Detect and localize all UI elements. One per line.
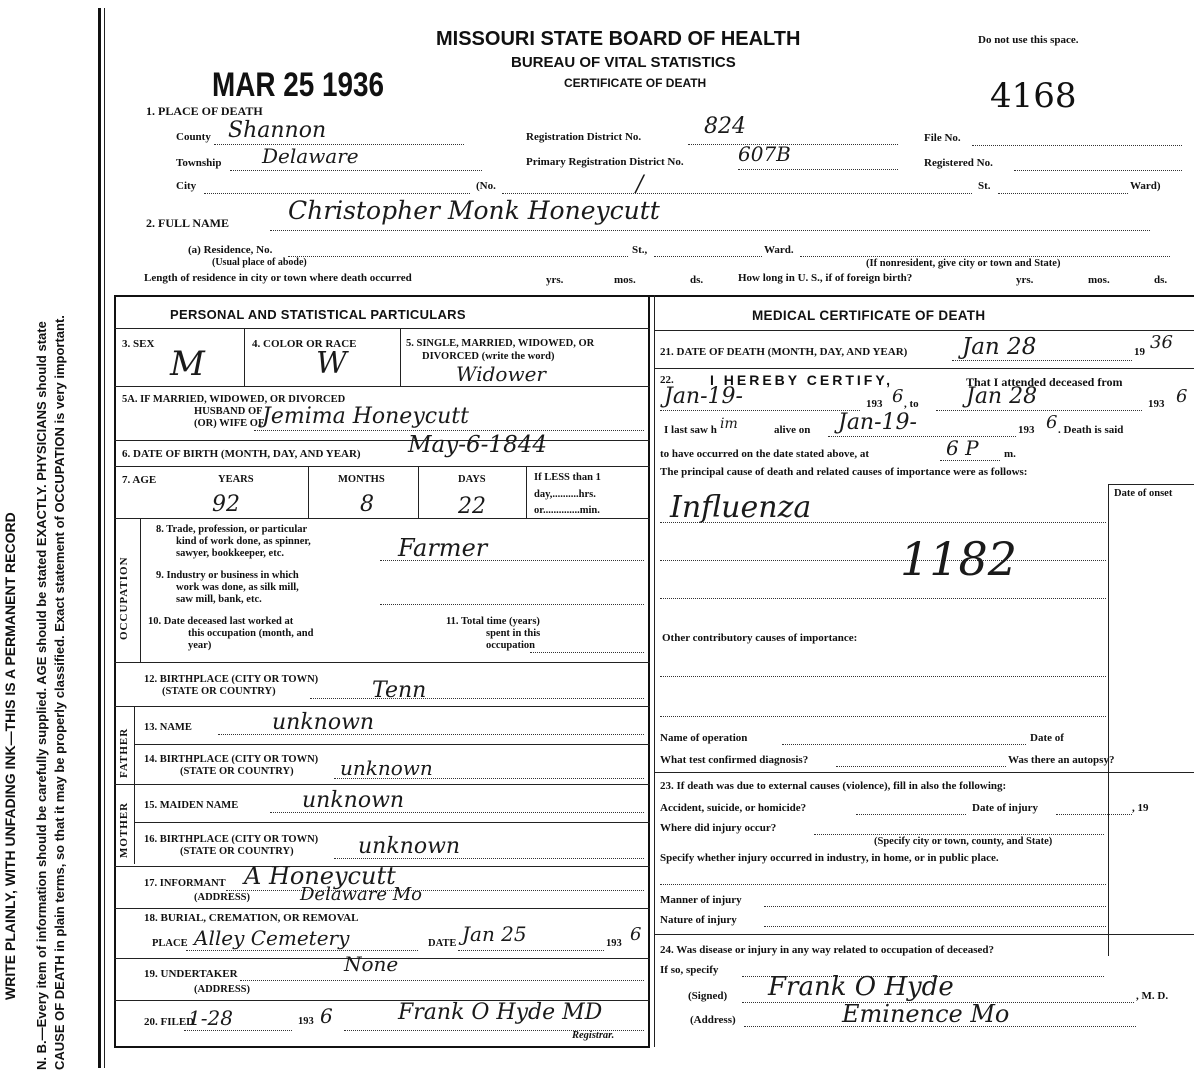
age-divider-1: [308, 466, 309, 518]
occupation-side-divider: [140, 518, 141, 662]
registered-no-label: Registered No.: [924, 157, 993, 169]
attended-to-value: Jan 28: [966, 384, 1038, 409]
filed-signature: Frank O Hyde MD: [398, 1000, 603, 1025]
county-value: Shannon: [228, 118, 327, 143]
do-not-use-label: Do not use this space.: [978, 34, 1079, 46]
residence-ward-label: Ward.: [764, 244, 794, 256]
registered-no-line: [1014, 170, 1182, 171]
margin-note-nb: N. B.—Every item of information should be carefully supplied. AGE should be stated EXACTLY. PHYSICIANS should state: [34, 321, 49, 1070]
place-of-death-label: 1. PLACE OF DEATH: [146, 104, 263, 118]
sex-value: M: [170, 344, 205, 384]
total-time-label-2: spent in this: [486, 628, 541, 639]
less-label-1: If LESS than 1: [534, 472, 601, 483]
age-years-value: 92: [212, 492, 240, 517]
reg-district-line: [688, 144, 898, 145]
marital-label-2: DIVORCED (write the word): [422, 351, 555, 362]
accident-label: Accident, suicide, or homicide?: [660, 802, 807, 814]
file-no-label: File No.: [924, 132, 961, 144]
accident-line: [856, 814, 966, 815]
received-stamp: MAR 25 1936: [212, 66, 385, 104]
residence-rest-line: [800, 256, 1170, 257]
how-long-us-label: How long in U. S., if of foreign birth?: [738, 272, 913, 284]
informant-address-label: (ADDRESS): [194, 892, 251, 903]
father-birthplace-label-2: (STATE OR COUNTRY): [180, 766, 294, 777]
age-divider-2: [418, 466, 419, 518]
signed-label: (Signed): [688, 990, 728, 1002]
residence-ds-label: ds.: [690, 274, 704, 286]
attended-to-line: [936, 410, 1142, 411]
op-date-label: Date of: [1030, 732, 1064, 744]
birthplace-label-2: (STATE OR COUNTRY): [162, 686, 276, 697]
trade-label-1: 8. Trade, profession, or particular: [156, 524, 308, 535]
last-saw-year-suffix: 6: [1046, 412, 1058, 433]
medical-heading-rule: [654, 330, 1194, 331]
filed-year-suffix: 6: [320, 1004, 333, 1028]
undertaker-address-label: (ADDRESS): [194, 984, 251, 995]
age-days-label: DAYS: [458, 474, 486, 485]
informant-label: 17. INFORMANT: [144, 878, 226, 889]
burial-place-label: PLACE: [152, 938, 188, 949]
other-causes-label: Other contributory causes of importance:: [662, 632, 858, 644]
margin-note-ink: WRITE PLAINLY, WITH UNFADING INK—THIS IS A PERMANENT RECORD: [2, 512, 18, 1000]
industry-label-2: work was done, as silk mill,: [176, 582, 299, 593]
city-label: City: [176, 180, 197, 192]
spouse-line: [254, 430, 644, 431]
last-saw-year-prefix: 193: [1018, 424, 1035, 436]
principal-label: The principal cause of death and related causes of importance were as follows:: [660, 466, 1028, 478]
alive-on-label: alive on: [774, 424, 811, 436]
primary-district-label: Primary Registration District No.: [526, 156, 684, 168]
dod-line: [952, 360, 1132, 361]
mother-birthplace-label-2: (STATE OR COUNTRY): [180, 846, 294, 857]
city-line: [204, 193, 470, 194]
length-residence-label: Length of residence in city or town where death occurred: [144, 272, 412, 284]
occupation-side-label: OCCUPATION: [118, 556, 130, 640]
spouse-label-3: (OR) WIFE OF: [194, 418, 265, 429]
injury-date-line: [1056, 814, 1132, 815]
certify-label: I HEREBY CERTIFY,: [710, 372, 893, 388]
specify-injury-label: Specify whether injury occurred in industry, in home, or in public place.: [660, 852, 999, 864]
burial-year-suffix: 6: [630, 924, 642, 945]
father-name-rule: [134, 744, 650, 745]
usual-place-note: (Usual place of abode): [212, 257, 307, 268]
certify-text: That I attended deceased from: [966, 375, 1123, 389]
total-time-label-1: 11. Total time (years): [446, 616, 540, 627]
filed-date-value: 1-28: [188, 1006, 233, 1030]
city-no-label: (No.: [476, 180, 496, 192]
sex-divider: [244, 328, 245, 386]
test-line: [836, 766, 1006, 767]
maiden-name-value: unknown: [302, 788, 405, 813]
operation-label: Name of operation: [660, 732, 748, 744]
full-name-value: Christopher Monk Honeycutt: [288, 196, 660, 225]
township-value: Delaware: [262, 144, 359, 168]
test-rule: [654, 772, 1194, 773]
bureau-title: BUREAU OF VITAL STATISTICS: [511, 54, 736, 71]
burial-year-prefix: 193: [606, 938, 622, 949]
us-yrs-label: yrs.: [1016, 274, 1034, 286]
nature-rule: [654, 934, 1194, 935]
us-ds-label: ds.: [1154, 274, 1168, 286]
dod-value: Jan 28: [962, 334, 1037, 360]
informant-address-value: Delaware Mo: [300, 884, 422, 905]
burial-date-value: Jan 25: [462, 922, 527, 946]
onset-divider: [1108, 484, 1109, 956]
full-name-line: [270, 230, 1150, 231]
residence-mos-label: mos.: [614, 274, 636, 286]
personal-heading-rule: [114, 328, 650, 329]
mother-side-label: MOTHER: [118, 801, 130, 858]
last-worked-label-1: 10. Date deceased last worked at: [148, 616, 294, 627]
row5a-rule: [114, 440, 650, 441]
m-label: m.: [1004, 448, 1016, 460]
sex-label: 3. SEX: [122, 338, 155, 350]
township-label: Township: [176, 157, 222, 169]
last-saw-pronoun: im: [720, 416, 738, 432]
burial-label: 18. BURIAL, CREMATION, OR REMOVAL: [144, 912, 359, 924]
certify-num: 22.: [660, 374, 674, 386]
filed-year-prefix: 193: [298, 1016, 314, 1027]
father-name-value: unknown: [272, 710, 375, 735]
primary-district-line: [738, 169, 898, 170]
attended-from-line: [660, 410, 860, 411]
attended-to-year-prefix: 193: [1148, 398, 1165, 410]
city-no-line: [502, 193, 972, 194]
external-label: 23. If death was due to external causes (violence), fill in also the following:: [660, 780, 1007, 792]
residence-ward-line: [654, 256, 762, 257]
filed-label: 20. FILED: [144, 1016, 195, 1028]
main-left-border: [114, 295, 116, 1047]
injury-date-label: Date of injury: [972, 802, 1038, 814]
date-of-onset-label: Date of onset: [1114, 488, 1173, 499]
color-value: W: [316, 346, 347, 381]
less-label-3: or..............min.: [534, 505, 600, 516]
to-label: , to: [904, 398, 919, 410]
outer-left-border: [98, 8, 101, 1068]
primary-district-value: 607B: [738, 142, 791, 166]
age-months-value: 8: [360, 492, 374, 517]
last-saw-date: Jan-19-: [838, 410, 917, 435]
father-name-label: 13. NAME: [144, 722, 192, 733]
occurred-time: 6 P: [946, 436, 979, 460]
informant-rule: [114, 908, 650, 909]
last-worked-label-2: this occupation (month, and: [188, 628, 314, 639]
trade-label-2: kind of work done, as spinner,: [176, 536, 311, 547]
residence-st-label: St.,: [632, 244, 648, 256]
dob-label: 6. DATE OF BIRTH (MONTH, DAY, AND YEAR): [122, 448, 361, 460]
father-side-label: FATHER: [118, 727, 130, 778]
reg-district-value: 824: [704, 114, 746, 139]
nonresident-note: (If nonresident, give city or town and State): [866, 258, 1061, 269]
dod-year-suffix: 36: [1150, 332, 1173, 353]
residence-label: (a) Residence, No.: [188, 244, 273, 256]
cause-line-4: [660, 676, 1106, 677]
where-injury-line: [814, 834, 1104, 835]
last-saw-line: [828, 436, 1016, 437]
principal-cause-value: Influenza: [670, 490, 812, 525]
informant-value: A Honeycutt: [244, 862, 396, 890]
cause-line-2: [660, 560, 1106, 561]
age-months-label: MONTHS: [338, 474, 385, 485]
form-title: MISSOURI STATE BOARD OF HEALTH: [436, 28, 801, 50]
mother-birthplace-label-1: 16. BIRTHPLACE (CITY OR TOWN): [144, 834, 319, 845]
birthplace-label-1: 12. BIRTHPLACE (CITY OR TOWN): [144, 674, 319, 685]
birthplace-line: [310, 698, 644, 699]
occupation-rule: [114, 662, 650, 663]
industry-label-1: 9. Industry or business in which: [156, 570, 299, 581]
personal-heading: PERSONAL AND STATISTICAL PARTICULARS: [170, 307, 466, 322]
age-days-value: 22: [458, 494, 486, 519]
certificate-title: CERTIFICATE OF DEATH: [564, 76, 707, 90]
md-label: , M. D.: [1136, 990, 1169, 1002]
industry-label-3: saw mill, bank, etc.: [176, 594, 262, 605]
address-value: Eminence Mo: [842, 1000, 1010, 1028]
trade-value: Farmer: [398, 534, 488, 562]
county-label: County: [176, 131, 211, 143]
occurred-label: to have occurred on the date stated above, at: [660, 448, 870, 460]
cause-code-mark: 1182: [900, 532, 1018, 586]
where-injury-label: Where did injury occur?: [660, 822, 777, 834]
full-name-label: 2. FULL NAME: [146, 216, 230, 230]
burial-place-value: Alley Cemetery: [194, 926, 350, 950]
color-label: 4. COLOR OR RACE: [252, 338, 357, 350]
injury-year-label: , 19: [1132, 802, 1149, 814]
undertaker-value: None: [344, 952, 399, 976]
spouse-value: Jemima Honeycutt: [262, 404, 469, 429]
color-divider: [400, 328, 401, 386]
margin-note-cause: CAUSE OF DEATH in plain terms, so that it may be properly classified. Exact statement of OCCUPATION is very important.: [52, 315, 67, 1070]
less-label-2: day,..........hrs.: [534, 489, 596, 500]
father-rule: [114, 784, 650, 785]
file-no-line: [972, 145, 1182, 146]
mother-birthplace-value: unknown: [358, 834, 461, 859]
burial-place-line: [186, 950, 418, 951]
spouse-label-1: 5A. IF MARRIED, WIDOWED, OR DIVORCED: [122, 394, 346, 405]
birthplace-value: Tenn: [372, 678, 427, 703]
marital-label-1: 5. SINGLE, MARRIED, WIDOWED, OR: [406, 338, 595, 349]
father-birthplace-label-1: 14. BIRTHPLACE (CITY OR TOWN): [144, 754, 319, 765]
city-ward-line: [998, 193, 1128, 194]
dod-label: 21. DATE OF DEATH (MONTH, DAY, AND YEAR): [660, 346, 908, 358]
test-label: What test confirmed diagnosis?: [660, 754, 809, 766]
attended-from-value: Jan-19-: [664, 384, 743, 409]
father-side-divider: [134, 706, 135, 784]
cause-line-3: [660, 598, 1106, 599]
row7-rule: [114, 518, 650, 519]
undertaker-line: [240, 980, 644, 981]
mother-side-divider: [134, 784, 135, 864]
specify-injury-line-1: [660, 884, 1106, 885]
nature-line: [764, 926, 1106, 927]
informant-line: [226, 890, 644, 891]
occurred-line: [940, 460, 1000, 461]
reg-district-label: Registration District No.: [526, 131, 642, 143]
undertaker-label: 19. UNDERTAKER: [144, 968, 238, 980]
age-label: 7. AGE: [122, 474, 157, 486]
trade-label-3: sawyer, bookkeeper, etc.: [176, 548, 285, 559]
specify-place-label: (Specify city or town, county, and State): [874, 836, 1053, 847]
operation-line: [782, 744, 1026, 745]
age-divider-3: [526, 466, 527, 518]
attended-to-year-suffix: 6: [1176, 386, 1188, 407]
spouse-label-2: HUSBAND OF: [194, 406, 263, 417]
nature-label: Nature of injury: [660, 914, 737, 926]
disease-label: 24. Was disease or injury in any way related to occupation of deceased?: [660, 944, 994, 956]
city-ward-label: Ward): [1130, 180, 1161, 192]
address-label: (Address): [690, 1014, 736, 1026]
birthplace-rule: [114, 706, 650, 707]
certificate-number: 4168: [990, 76, 1077, 116]
residence-yrs-label: yrs.: [546, 274, 564, 286]
attended-from-year-prefix: 193: [866, 398, 883, 410]
main-bottom-border: [114, 1046, 650, 1048]
dob-value: May-6-1844: [408, 432, 547, 458]
father-birthplace-value: unknown: [340, 756, 433, 780]
dod-year-prefix: 19: [1134, 346, 1145, 358]
cause-line-5: [660, 716, 1106, 717]
dod-rule: [654, 368, 1194, 369]
residence-line: [288, 256, 628, 257]
township-line: [230, 170, 482, 171]
center-divider: [648, 295, 650, 1047]
city-slash-mark: /: [636, 172, 644, 197]
death-said-label: . Death is said: [1058, 424, 1124, 436]
row3-rule: [114, 386, 650, 387]
burial-date-line: [458, 950, 604, 951]
maiden-name-label: 15. MAIDEN NAME: [144, 800, 239, 811]
city-st-label: St.: [978, 180, 991, 192]
registrar-label: Registrar.: [572, 1030, 615, 1041]
total-time-line: [530, 652, 644, 653]
marital-value: Widower: [456, 362, 546, 386]
autopsy-label: Was there an autopsy?: [1008, 754, 1115, 766]
medical-heading: MEDICAL CERTIFICATE OF DEATH: [752, 308, 986, 323]
age-years-label: YEARS: [218, 474, 254, 485]
manner-label: Manner of injury: [660, 894, 742, 906]
last-saw-label: I last saw h: [664, 424, 717, 436]
outer-left-border-inner: [104, 8, 105, 1068]
industry-line: [380, 604, 644, 605]
filed-date-line: [184, 1030, 292, 1031]
manner-line: [764, 906, 1106, 907]
burial-date-label: DATE: [428, 938, 457, 949]
signed-value: Frank O Hyde: [768, 972, 954, 1002]
if-so-label: If so, specify: [660, 964, 719, 976]
us-mos-label: mos.: [1088, 274, 1110, 286]
last-worked-label-3: year): [188, 640, 212, 651]
attended-from-year-suffix: 6: [892, 386, 904, 407]
row6-rule: [114, 466, 650, 467]
principal-rule: [1108, 484, 1194, 485]
total-time-label-3: occupation: [486, 640, 536, 651]
maiden-name-rule: [134, 822, 650, 823]
